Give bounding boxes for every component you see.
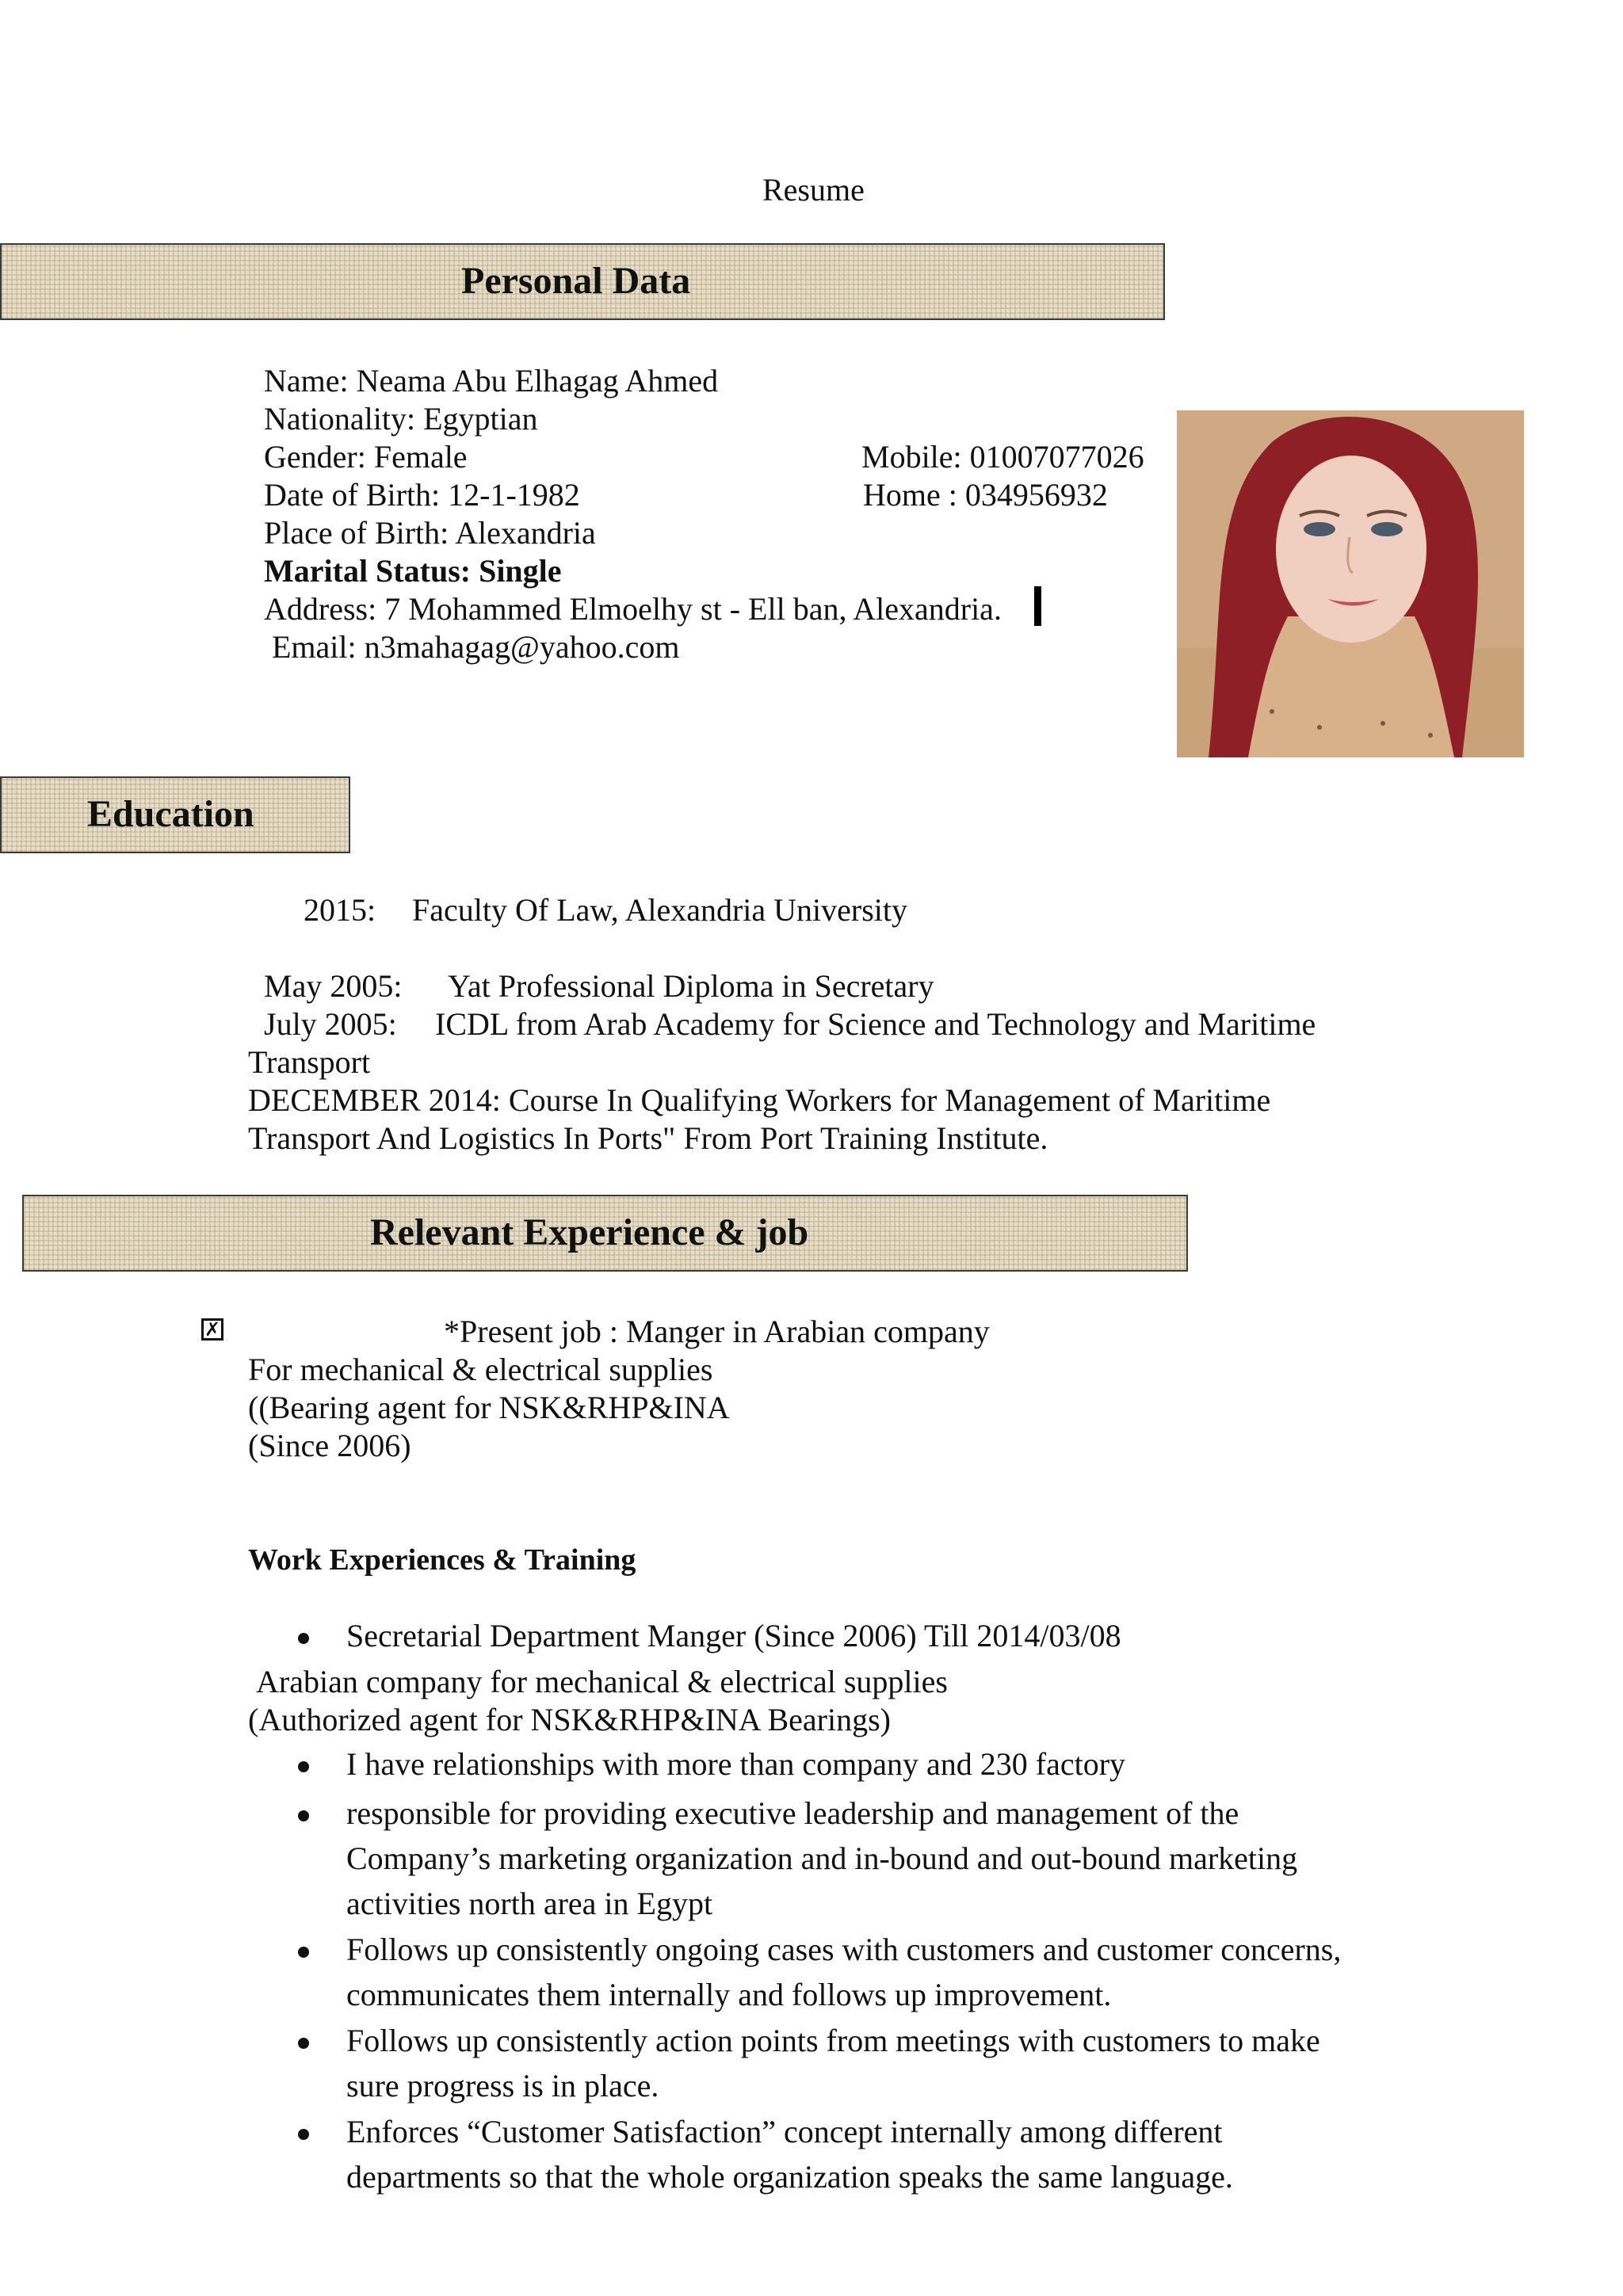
list-item-continued: sure progress is in place. xyxy=(346,2068,659,2103)
personal-home-phone: Home : 034956932 xyxy=(863,477,1108,513)
education-entry: Faculty Of Law, Alexandria University xyxy=(412,892,908,928)
section-title: Relevant Experience & job xyxy=(370,1211,809,1253)
present-job-detail: ((Bearing agent for NSK&RHP&INA xyxy=(248,1390,730,1425)
education-entry: ICDL from Arab Academy for Science and Technology and Maritime xyxy=(435,1006,1316,1042)
bullet-icon xyxy=(298,1947,309,1958)
bullet-icon xyxy=(298,1761,309,1772)
personal-address: Address: 7 Mohammed Elmoelhy st - Ell ban, Alexandria. xyxy=(264,591,1002,627)
present-job-detail: For mechanical & electrical supplies xyxy=(248,1352,713,1387)
education-entry-continued: Transport xyxy=(248,1044,371,1080)
education-entry-continued: Transport And Logistics In Ports" From Port Training Institute. xyxy=(248,1120,1048,1156)
bullet-icon xyxy=(298,2129,309,2140)
education-entry: Yat Professional Diploma in Secretary xyxy=(448,968,934,1004)
list-item: responsible for providing executive leadership and management of the xyxy=(346,1795,1239,1831)
present-job: *Present job : Manger in Arabian company xyxy=(444,1314,990,1349)
section-header-education xyxy=(0,776,350,853)
work-experience-heading: Work Experiences & Training xyxy=(248,1543,636,1577)
section-header-personal-data xyxy=(0,243,1165,320)
list-item-continued: Company’s marketing organization and in-bound and out-bound marketing xyxy=(346,1840,1298,1876)
list-item: Follows up consistently action points from meetings with customers to make xyxy=(346,2023,1320,2058)
education-entry: DECEMBER 2014: Course In Qualifying Workers for Management of Maritime xyxy=(248,1082,1271,1118)
education-year: May 2005: xyxy=(264,968,403,1004)
section-title: Personal Data xyxy=(461,260,691,302)
education-year: July 2005: xyxy=(264,1006,397,1042)
present-job-detail: (Since 2006) xyxy=(248,1428,411,1463)
personal-nationality: Nationality: Egyptian xyxy=(264,401,538,437)
list-item-continued: departments so that the whole organization speaks the same language. xyxy=(346,2159,1233,2195)
list-item-continued: communicates them internally and follows up improvement. xyxy=(346,1977,1112,2012)
document-title: Resume xyxy=(762,172,865,208)
education-year: 2015: xyxy=(304,892,376,928)
bullet-icon xyxy=(298,1810,309,1821)
personal-dob: Date of Birth: 12-1-1982 xyxy=(264,477,580,513)
bullet-icon xyxy=(298,1633,309,1644)
personal-name: Name: Neama Abu Elhagag Ahmed xyxy=(264,363,719,399)
profile-photo xyxy=(1177,410,1524,757)
checkbox-icon: ✗ xyxy=(201,1318,223,1341)
section-title: Education xyxy=(87,793,254,835)
bullet-icon xyxy=(298,2038,309,2049)
text-cursor xyxy=(1034,586,1041,626)
section-header-experience xyxy=(22,1195,1188,1272)
personal-pob: Place of Birth: Alexandria xyxy=(264,515,596,551)
list-item: Follows up consistently ongoing cases with customers and customer concerns, xyxy=(346,1932,1342,1967)
list-item: Secretarial Department Manger (Since 2006) Till 2014/03/08 xyxy=(346,1618,1121,1653)
list-item-detail: (Authorized agent for NSK&RHP&INA Bearings) xyxy=(248,1702,891,1737)
list-item-continued: activities north area in Egypt xyxy=(346,1886,713,1921)
list-item: Enforces “Customer Satisfaction” concept internally among different xyxy=(346,2114,1223,2149)
list-item-detail: Arabian company for mechanical & electrical supplies xyxy=(256,1664,948,1699)
list-item: I have relationships with more than company and 230 factory xyxy=(346,1746,1126,1782)
personal-mobile: Mobile: 01007077026 xyxy=(861,439,1144,475)
personal-marital-status: Marital Status: Single xyxy=(264,553,562,589)
personal-gender: Gender: Female xyxy=(264,439,468,475)
personal-email: Email: n3mahagag@yahoo.com xyxy=(272,629,680,665)
